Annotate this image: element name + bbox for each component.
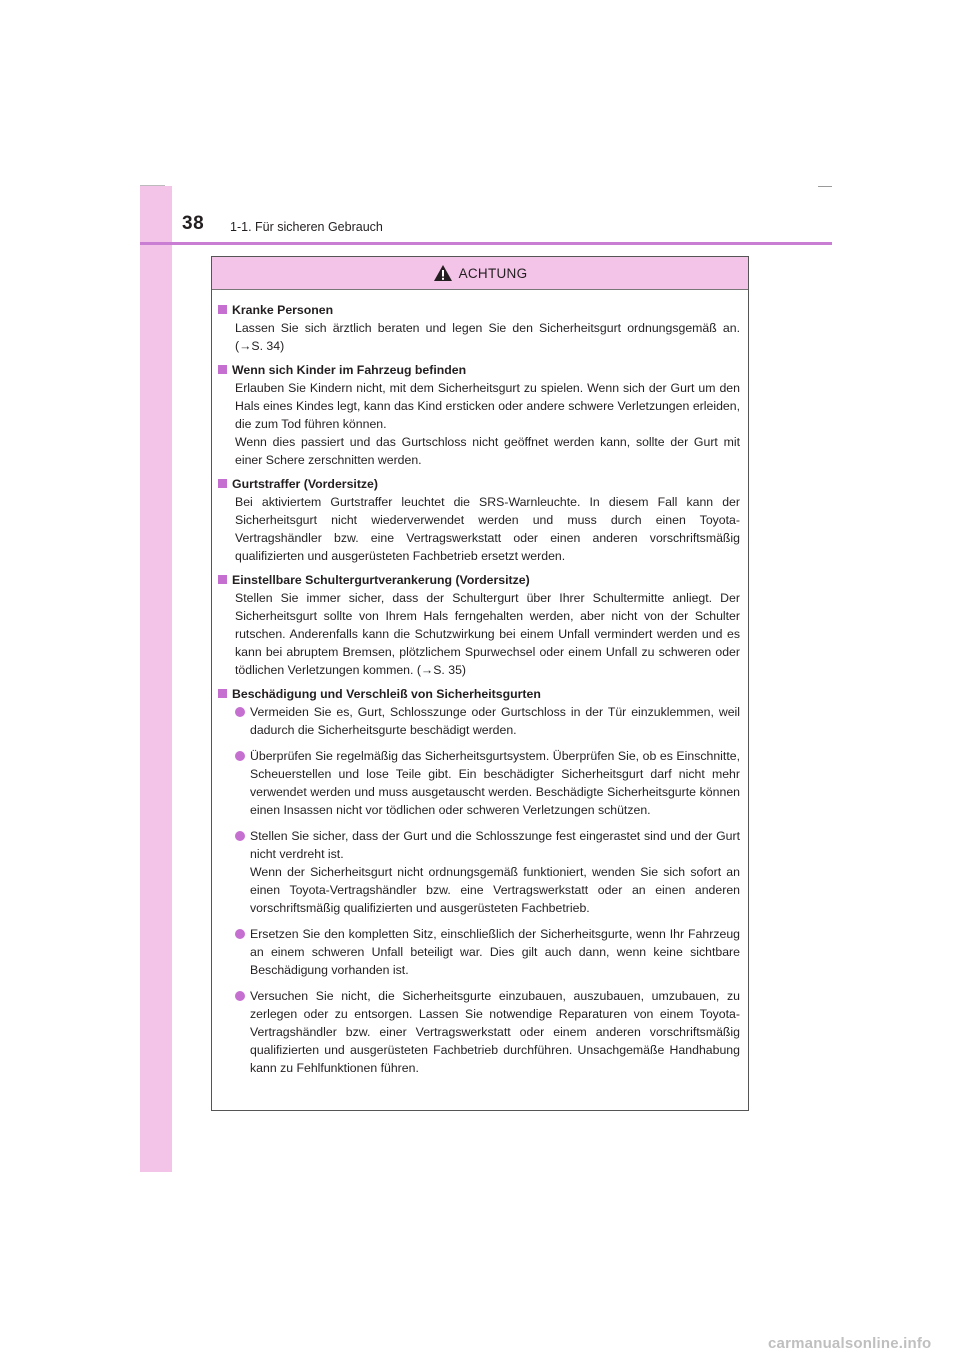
- crop-mark-right: [818, 186, 832, 187]
- square-bullet-icon: [218, 305, 227, 314]
- watermark: carmanualsonline.info: [768, 1335, 932, 1352]
- round-bullet-icon: [235, 991, 245, 1001]
- page-number: 38: [182, 213, 205, 234]
- item-heading-text: Gurtstraffer (Vordersitze): [232, 477, 378, 491]
- item-heading: [218, 361, 740, 379]
- square-bullet-icon: [218, 365, 227, 374]
- item-body: [218, 319, 740, 355]
- bullet-text: [250, 925, 740, 979]
- item-paragraph: Stellen Sie immer sicher, dass der Schultergurt über Ihrer Schultermitte anliegt. Der Sicherheitsgurt sollte von Ihrem Hals ferngehalten werden, aber nicht von der Schulter rutschen. Anderenfalls kann die Schutzwirkung bei einem Unfall vermindert werden und es kann bei abruptem Bremsen, plötzlichem Spurwechsel oder einem Unfall zu schweren oder tödlichen Verletzungen kommen. (→S. 35): [235, 591, 740, 677]
- round-bullet-icon: [235, 831, 245, 841]
- item-body: [218, 379, 740, 469]
- warning-box: [211, 256, 749, 1111]
- item-heading-text: Kranke Personen: [232, 303, 334, 317]
- bullet-text: [250, 747, 740, 819]
- warning-header: [212, 257, 748, 290]
- item-paragraph: Bei aktiviertem Gurtstraffer leuchtet die SRS-Warnleuchte. In diesem Fall kann der Sicherheitsgurt nicht wiederverwendet werden und muss durch einen Toyota-Vertragshändler bzw. eine Vertragswerkstatt oder einen anderen vorschriftsmäßig qualifizierten und ausgerüsteten Fachbetrieb ersetzt werden.: [235, 495, 740, 563]
- item-heading-text: Beschädigung und Verschleiß von Sicherheitsgurten: [232, 687, 541, 701]
- warning-item: [218, 301, 740, 355]
- item-paragraph: Wenn dies passiert und das Gurtschloss nicht geöffnet werden kann, sollte der Gurt mit einer Schere zerschnitten werden.: [235, 435, 740, 467]
- bullet-text: [250, 827, 740, 917]
- bullet-paragraph: Vermeiden Sie es, Gurt, Schlosszunge oder Gurtschloss in der Tür einzuklemmen, weil dadurch die Sicherheitsgurte beschädigt werden.: [250, 705, 740, 737]
- warning-item: [218, 475, 740, 565]
- warning-triangle-icon: [433, 264, 453, 282]
- item-paragraph: Erlauben Sie Kindern nicht, mit dem Sicherheitsgurt zu spielen. Wenn sich der Gurt um den Hals eines Kindes legt, kann das Kind ersticken oder andere schwere Verletzungen erleiden, die zum Tod führen können.: [235, 381, 740, 431]
- round-bullet-icon: [235, 929, 245, 939]
- item-body: [218, 589, 740, 679]
- bullet-paragraph: Ersetzen Sie den kompletten Sitz, einschließlich der Sicherheitsgurte, wenn Ihr Fahrzeug an einem schweren Unfall beteiligt war. Dies gilt auch dann, wenn keine sichtbare Beschädigung vorhanden ist.: [250, 927, 740, 977]
- item-paragraph: Lassen Sie sich ärztlich beraten und legen Sie den Sicherheitsgurt ordnungsgemäß an. (→S. 34): [235, 321, 740, 353]
- bullet-text: [250, 987, 740, 1077]
- list-item: [235, 987, 740, 1077]
- bullet-paragraph: Stellen Sie sicher, dass der Gurt und die Schlosszunge fest eingerastet sind und der Gurt nicht verdreht ist.: [250, 829, 740, 861]
- item-heading: [218, 571, 740, 589]
- bullet-paragraph: Versuchen Sie nicht, die Sicherheitsgurte einzubauen, auszubauen, umzubauen, zu zerlegen oder zu entsorgen. Lassen Sie notwendige Reparaturen von einem Toyota-Vertragshändler bzw. einer Vertragswerkstatt oder einem anderen vorschriftsmäßig qualifizierten und ausgerüsteten Fachbetrieb durchführen. Unsachgemäße Handhabung kann zu Fehlfunktionen führen.: [250, 989, 740, 1075]
- round-bullet-icon: [235, 707, 245, 717]
- square-bullet-icon: [218, 575, 227, 584]
- warning-item: [218, 571, 740, 679]
- bullet-list: [218, 703, 740, 1077]
- square-bullet-icon: [218, 479, 227, 488]
- section-title: 1-1. Für sicheren Gebrauch: [230, 220, 383, 234]
- list-item: [235, 925, 740, 979]
- square-bullet-icon: [218, 689, 227, 698]
- warning-title: ACHTUNG: [458, 265, 528, 281]
- list-item: [235, 703, 740, 739]
- item-heading-text: Einstellbare Schultergurtverankerung (Vordersitze): [232, 573, 530, 587]
- bullet-text: [250, 703, 740, 739]
- item-heading: [218, 301, 740, 319]
- item-heading: [218, 685, 740, 703]
- list-item: [235, 827, 740, 917]
- warning-content: [212, 290, 748, 1077]
- header-rule: [140, 242, 832, 245]
- item-heading: [218, 475, 740, 493]
- warning-item: [218, 685, 740, 1077]
- chapter-side-tab: [140, 186, 172, 1172]
- list-item: [235, 747, 740, 819]
- warning-item: [218, 361, 740, 469]
- item-body: [218, 493, 740, 565]
- round-bullet-icon: [235, 751, 245, 761]
- item-heading-text: Wenn sich Kinder im Fahrzeug befinden: [232, 363, 467, 377]
- crop-mark: [140, 185, 165, 186]
- bullet-paragraph: Wenn der Sicherheitsgurt nicht ordnungsgemäß funktioniert, wenden Sie sich sofort an einen Toyota-Vertragshändler bzw. eine Vertragswerkstatt oder an einen anderen vorschriftsmäßig qualifizierten und ausgerüsteten Fachbetrieb.: [250, 865, 740, 915]
- bullet-paragraph: Überprüfen Sie regelmäßig das Sicherheitsgurtsystem. Überprüfen Sie, ob es Einschnitte, Scheuerstellen und lose Teile gibt. Ein beschädigter Sicherheitsgurt darf nicht mehr verwendet werden und muss ausgetauscht werden. Beschädigte Sicherheitsgurte können einen Insassen nicht vor tödlichen oder schweren Verletzungen schützen.: [250, 749, 740, 817]
